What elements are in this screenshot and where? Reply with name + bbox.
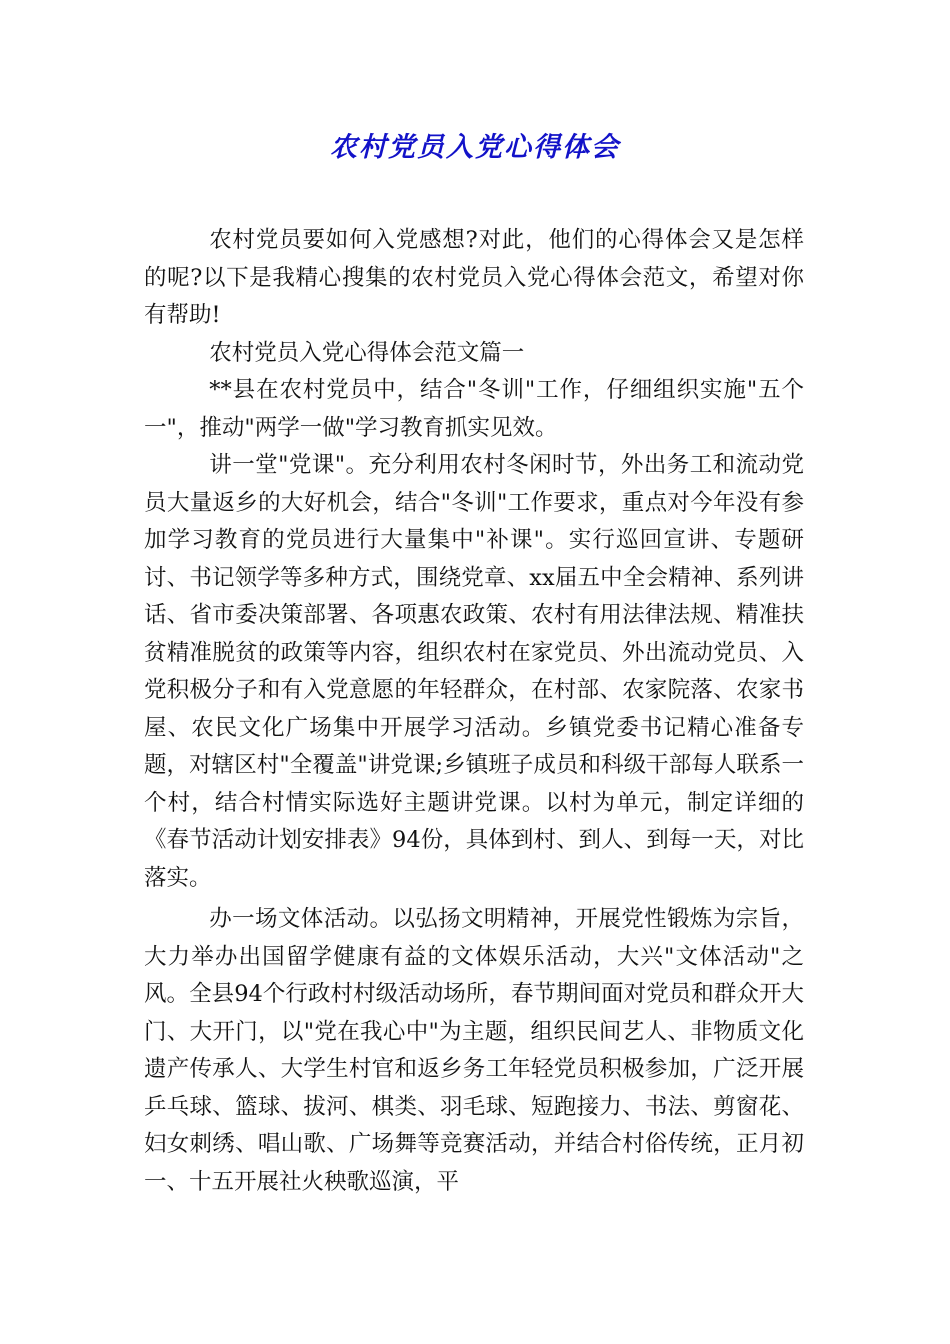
paragraph-cultural-activity: 办一场文体活动。以弘扬文明精神，开展党性锻炼为宗旨，大力举办出国留学健康有益的文体娱乐活动，大兴"文体活动"之风。全县94个行政村村级活动场所，春节期间面对党员和群众开大门、大开门，以"党在我心中"为主题，组织民间艺人、非物质文化遗产传承人、大学生村官和返乡务工年轻党员积极参加，广泛开展乒乓球、篮球、拔河、棋类、羽毛球、短跑接力、书法、剪窗花、妇女刺绣、唱山歌、广场舞等竞赛活动，并结合村俗传统，正月初一、十五开展社火秧歌巡演，平	[144, 906, 804, 1195]
document-body	[144, 222, 804, 1201]
paragraph-section-heading: 农村党员入党心得体会范文篇一	[209, 339, 525, 366]
paragraph-intro: 农村党员要如何入党感想?对此，他们的心得体会又是怎样的呢?以下是我精心搜集的农村党员入党心得体会范文，希望对你有帮助!	[144, 227, 804, 328]
paragraph-overview: **县在农村党员中，结合"冬训"工作，仔细组织实施"五个一"，推动"两学一做"学习教育抓实见效。	[144, 377, 804, 441]
paragraph-party-lesson: 讲一堂"党课"。充分利用农村冬闲时节，外出务工和流动党员大量返乡的大好机会，结合"冬训"工作要求，重点对今年没有参加学习教育的党员进行大量集中"补课"。实行巡回宣讲、专题研讨、书记领学等多种方式，围绕党章、xx届五中全会精神、系列讲话、省市委决策部署、各项惠农政策、农村有用法律法规、精准扶贫精准脱贫的政策等内容，组织农村在家党员、外出流动党员、入党积极分子和有入党意愿的年轻群众，在村部、农家院落、农家书屋、农民文化广场集中开展学习活动。乡镇党委书记精心准备专题，对辖区村"全覆盖"讲党课;乡镇班子成员和科级干部每人联系一个村，结合村情实际选好主题讲党课。以村为单元，制定详细的《春节活动计划安排表》94份，具体到村、到人、到每一天，对比落实。	[144, 452, 804, 891]
document-title: 农村党员入党心得体会	[330, 132, 620, 163]
